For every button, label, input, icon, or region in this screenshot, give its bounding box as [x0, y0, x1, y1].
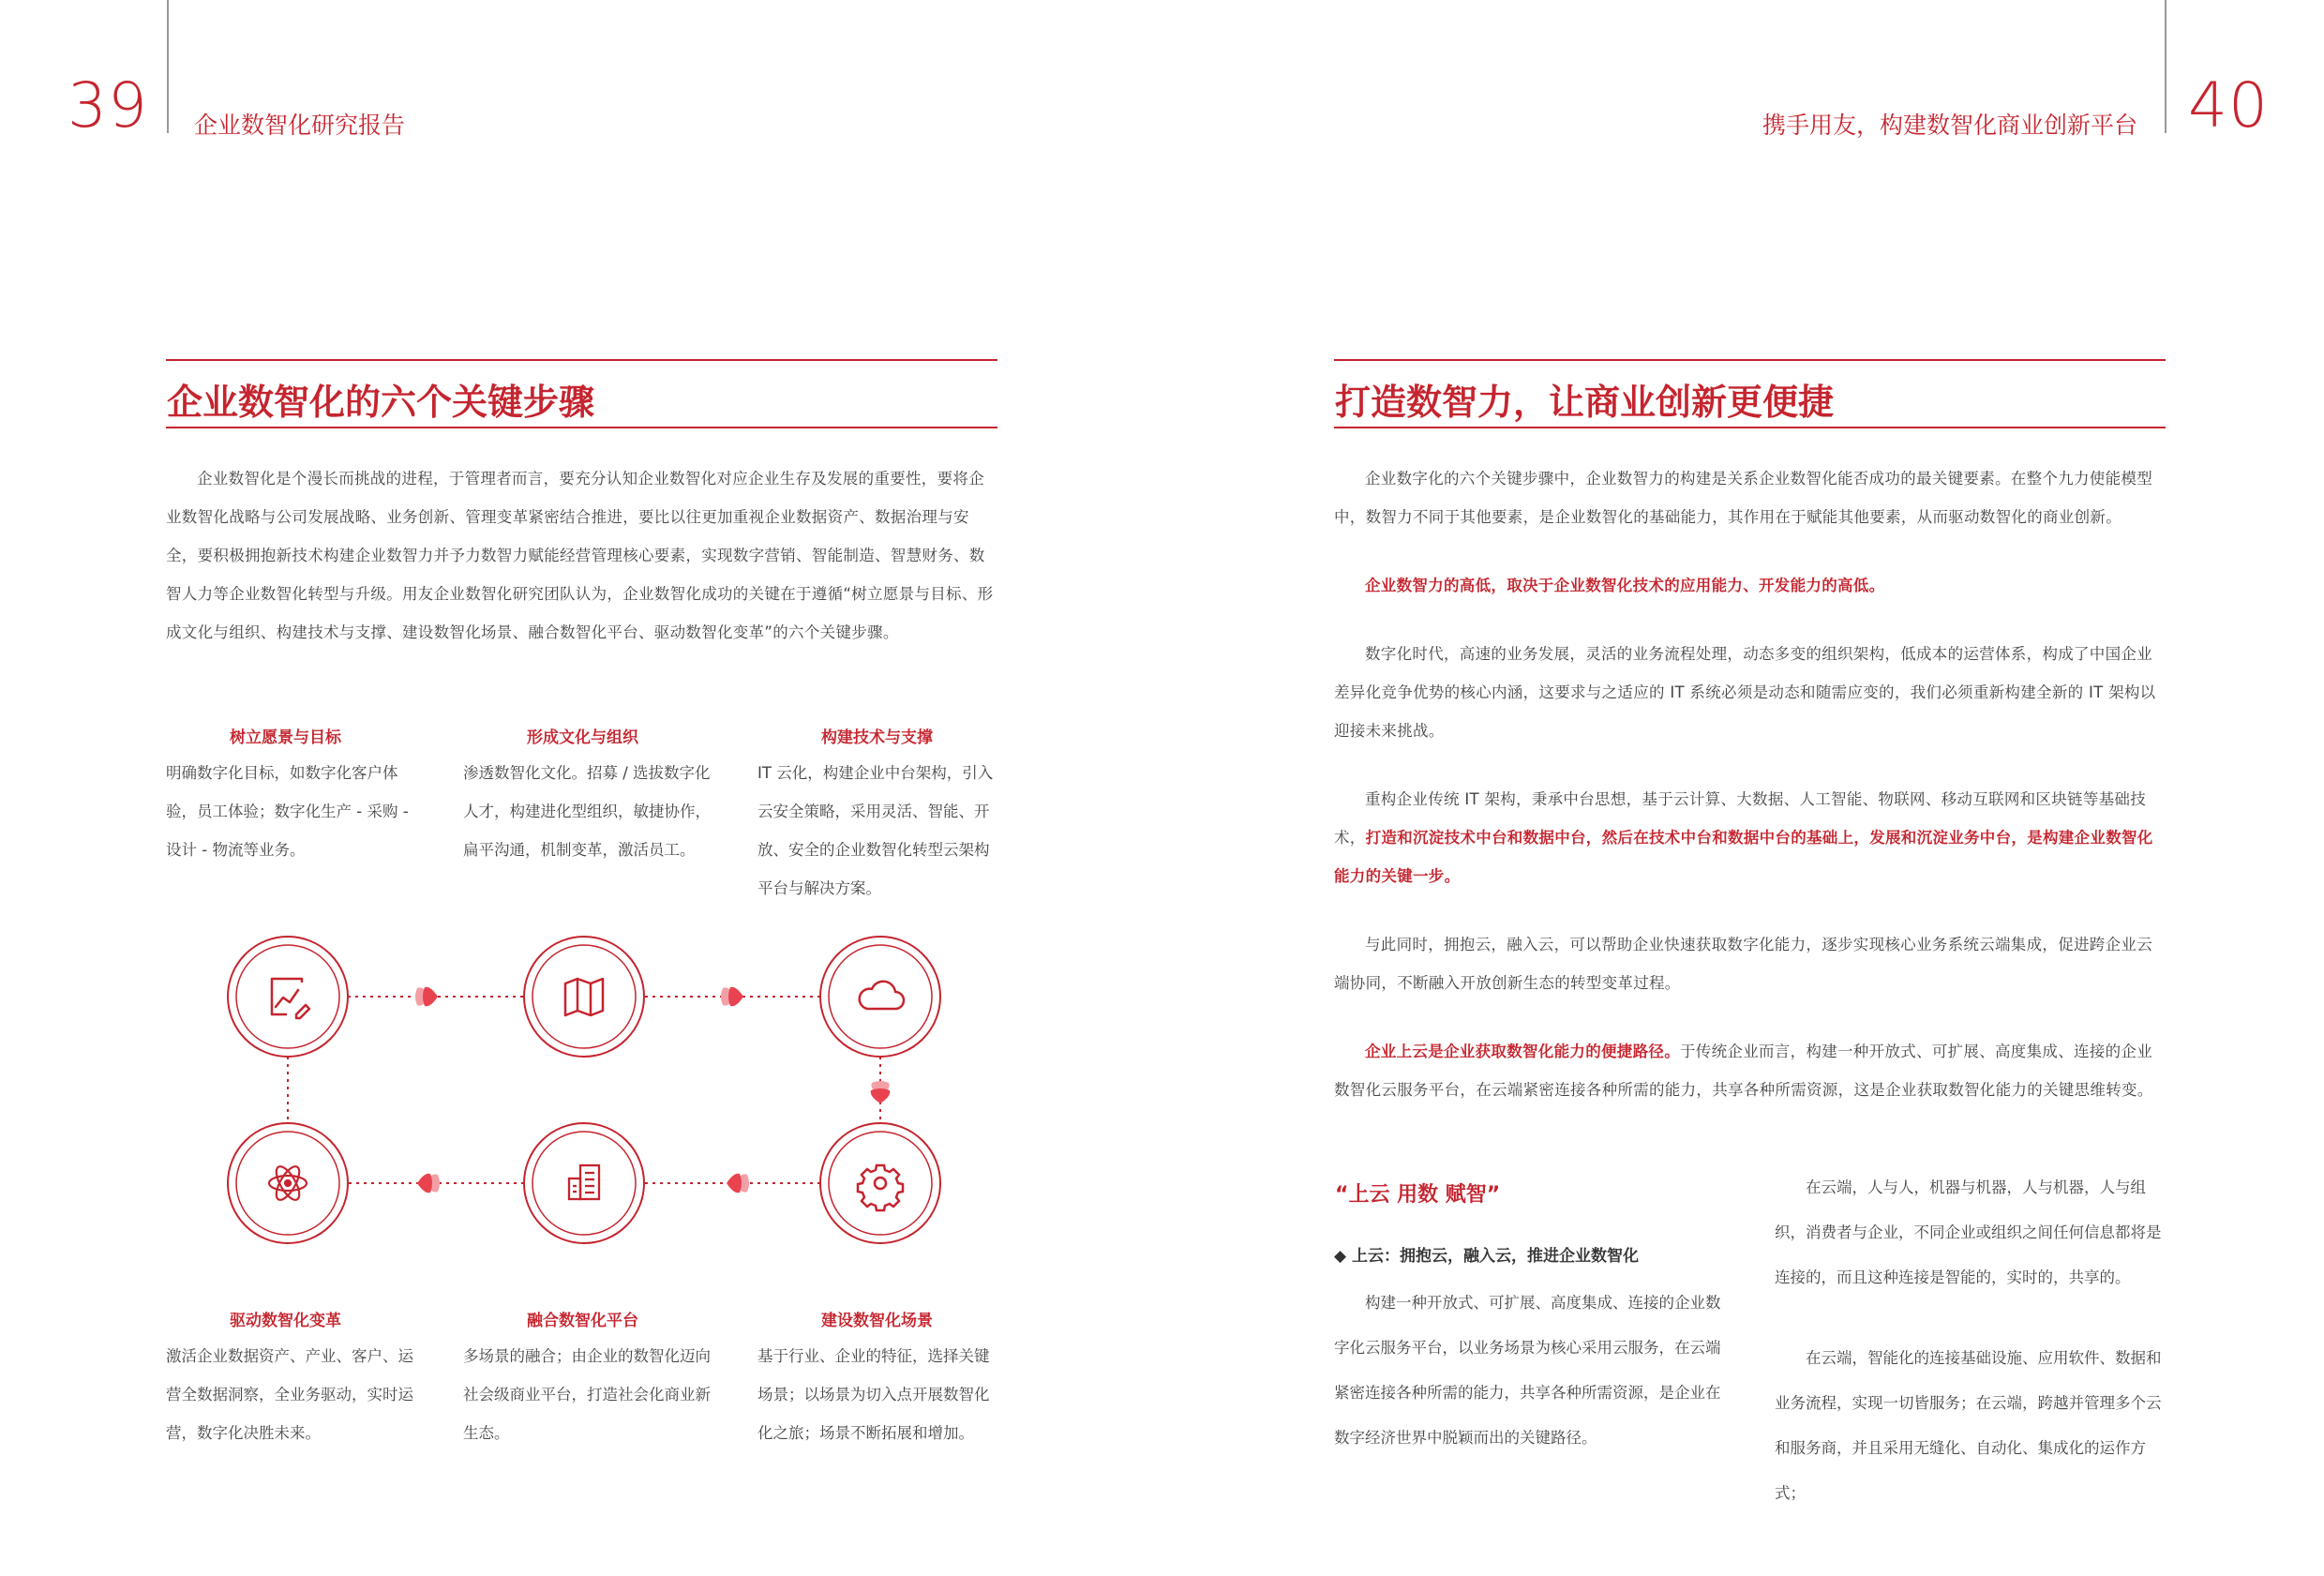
- right-paragraph-6: [1334, 1032, 2167, 1109]
- step-desc-transformation: 激活企业数据资产、产业、客户、运营全数据洞察，全业务驱动，实时运营，数字化决胜未来。: [166, 1347, 413, 1442]
- right-body: [1334, 459, 2167, 1109]
- right-section-title: 打造数智力，让商业创新更便捷: [1335, 382, 1835, 423]
- right-header-title: 携手用友，构建数智化商业创新平台: [1762, 112, 2138, 139]
- step-desc-technology: IT 云化，构建企业中台架构，引入云安全策略，采用灵活、智能、开放、安全的企业数智化转型云架构平台与解决方案。: [757, 764, 994, 897]
- step-node-scenario: [820, 1123, 940, 1243]
- cloud-icon: [860, 982, 904, 1009]
- diagram-connectors: [288, 997, 880, 1183]
- right-paragraph-2: 企业数智力的高低，取决于企业数智化技术的应用能力、开发能力的高低。: [1365, 577, 1885, 594]
- step-node-transformation: [228, 1123, 348, 1243]
- right-title-rule-top: [1334, 359, 2166, 361]
- left-intro-paragraph: 企业数智化是个漫长而挑战的进程，于管理者而言，要充分认知企业数智化对应企业生存及发展的重要性，要将企业数智化战略与公司发展战略、业务创新、管理变革紧密结合推进，要比以往更加重视企业数据资产、数据治理与安全，要积极拥抱新技术构建企业数智力并予力数智力赋能经营管理核心要素，实现数字营销、智能制造、智慧财务、数智人力等企业数智化转型与升级。用友企业数智化研究团队认为，企业数智化成功的关键在于遵循“树立愿景与目标、形成文化与组织、构建技术与支撑、建设数智化场景、融合数智化平台、驱动数智化变革”的六个关键步骤。: [166, 470, 994, 641]
- right-column-text: [1775, 1165, 2168, 1516]
- step-node-vision: [228, 937, 348, 1057]
- atom-icon: [269, 1163, 307, 1204]
- arrow-heart-4: [727, 1174, 749, 1193]
- map-icon: [565, 979, 603, 1015]
- right-paragraph-3: 数字化时代，高速的业务发展，灵活的业务流程处理，动态多变的组织架构，低成本的运营体系，构成了中国企业差异化竞争优势的核心内涵，这要求与之适应的 IT 系统必须是动态和随需应变的，我们必须重新构建全新的 IT 架构以迎接未来挑战。: [1334, 645, 2156, 740]
- right-title-rule-bottom: [1334, 427, 2166, 428]
- buildings-icon: [569, 1165, 599, 1199]
- chart-edit-icon: [272, 979, 309, 1018]
- step-desc-scenario: 基于行业、企业的特征，选择关键场景；以场景为切入点开展数智化化之旅；场景不断拓展和增加。: [757, 1347, 990, 1442]
- step-desc-culture: 渗透数智化文化。招募 / 选拔数字化人才，构建进化型组织，敏捷协作，扁平沟通，机制变革，激活员工。: [463, 764, 711, 859]
- right-column-paragraph-1: 在云端，人与人，机器与机器，人与机器，人与组织，消费者与企业，不同企业或组织之间任何信息都将是连接的，而且这种连接是智能的，实时的，共享的。: [1775, 1178, 2162, 1286]
- step-title-vision: 树立愿景与目标: [230, 728, 341, 747]
- step-title-scenario: 建设数智化场景: [821, 1312, 933, 1330]
- arrow-heart-2: [721, 987, 743, 1007]
- right-paragraph-1: 企业数字化的六个关键步骤中，企业数智力的构建是关系企业数智化能否成功的最关键要素。在整个九力使能模型中，数智力不同于其他要素，是企业数智化的基础能力，其作用在于赋能其他要素，从而驱动数智化的商业创新。: [1334, 470, 2152, 526]
- right-paragraph-4-normal: 重构企业传统 IT 架构，秉承中台思想，基于云计算、大数据、人工智能、物联网、移动互联网和区块链等基础技术，: [1334, 790, 2147, 847]
- bullet-text: 构建一种开放式、可扩展、高度集成、连接的企业数字化云服务平台，以业务场景为核心采用云服务，在云端紧密连接各种所需的能力，共享各种所需资源，是企业在数字经济世界中脱颖而出的关键路径。: [1334, 1294, 1721, 1447]
- right-paragraph-4: [1334, 780, 2167, 895]
- step-title-platform: 融合数智化平台: [527, 1312, 638, 1330]
- quote-title: “上云 用数 赋智”: [1335, 1183, 1501, 1207]
- step-node-platform: [524, 1123, 644, 1243]
- bullet-title: ◆ 上云：拥抱云，融入云，推进企业数智化: [1334, 1247, 1639, 1266]
- right-column-paragraph-2: 在云端，智能化的连接基础设施、应用软件、数据和业务流程，实现一切皆服务；在云端，跨越并管理多个云和服务商，并且采用无缝化、自动化、集成化的运作方式；: [1775, 1349, 2162, 1502]
- left-section-title: 企业数智化的六个关键步骤: [167, 382, 595, 423]
- gear-icon: [858, 1165, 903, 1210]
- left-header-title: 企业数智化研究报告: [194, 112, 406, 139]
- right-paragraph-5: 与此同时，拥抱云，融入云，可以帮助企业快速获取数字化能力，逐步实现核心业务系统云端集成，促进跨企业云端协同，不断融入开放创新生态的转型变革过程。: [1334, 936, 2152, 992]
- step-title-technology: 构建技术与支撑: [821, 728, 933, 747]
- step-title-transformation: 驱动数智化变革: [230, 1312, 341, 1330]
- right-paragraph-6-emphasis: 企业上云是企业获取数智化能力的便捷路径。: [1365, 1043, 1680, 1060]
- arrow-heart-5: [417, 1174, 440, 1193]
- left-page-number: 39: [67, 69, 148, 142]
- right-paragraph-6-normal: 于传统企业而言，构建一种开放式、可扩展、高度集成、连接的企业数智化云服务平台，在云端紧密连接各种所需的能力，共享各种所需资源，这是企业获取数智化能力的关键思维转变。: [1334, 1043, 2153, 1099]
- right-paragraph-4-emphasis: 打造和沉淀技术中台和数据中台，然后在技术中台和数据中台的基础上，发展和沉淀业务中台，是构建企业数智化能力的关键一步。: [1334, 829, 2153, 885]
- step-desc-vision: 明确数字化目标，如数字化客户体验，员工体验；数字化生产 - 采购 - 设计 - 物流等业务。: [166, 764, 409, 859]
- step-node-culture: [524, 937, 644, 1057]
- step-node-technology: [820, 937, 940, 1057]
- arrow-heart-1: [415, 987, 438, 1007]
- right-header-divider: [2165, 0, 2167, 133]
- step-title-culture: 形成文化与组织: [527, 728, 638, 747]
- right-page-number: 40: [2188, 69, 2269, 142]
- step-desc-platform: 多场景的融合；由企业的数智化迈向社会级商业平台，打造社会化商业新生态。: [463, 1347, 711, 1442]
- arrow-heart-3: [871, 1081, 891, 1103]
